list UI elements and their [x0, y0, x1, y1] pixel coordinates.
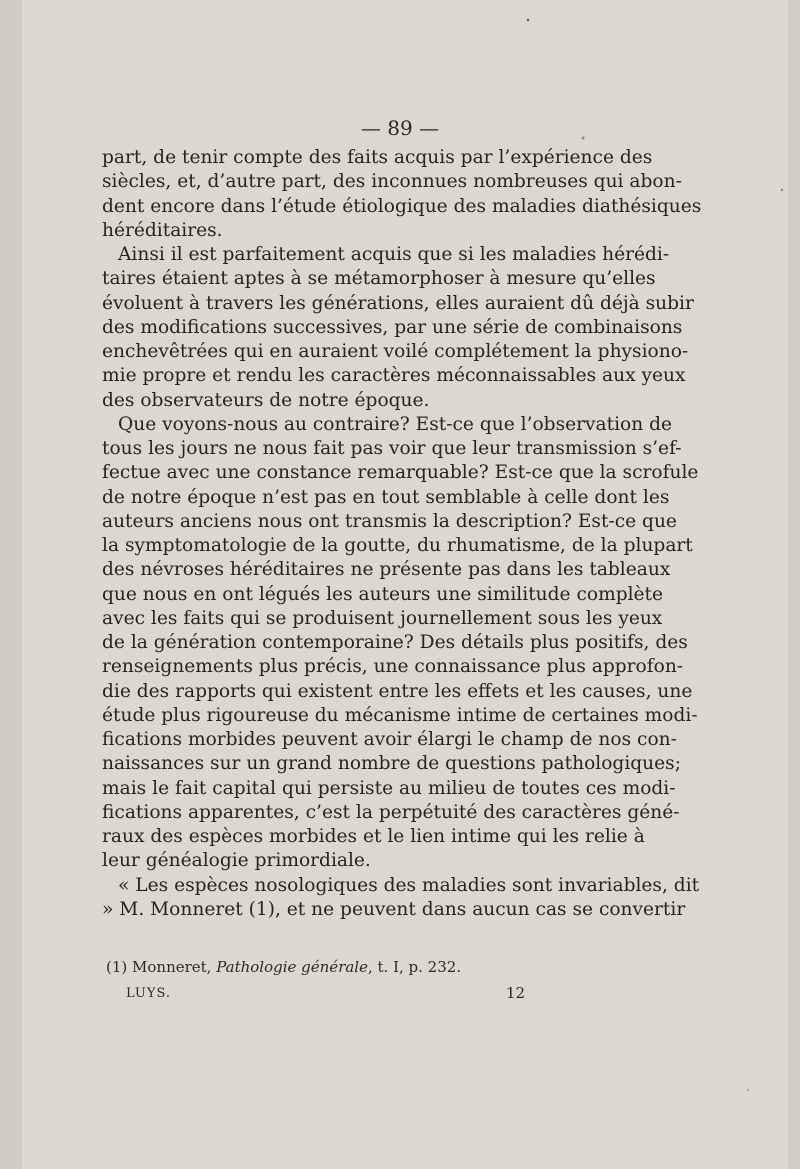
text-line: de la génération contemporaine? Des détails plus positifs, des — [102, 632, 688, 653]
text-line: leur généalogie primordiale. — [102, 850, 371, 872]
text-line: héréditaires. — [102, 219, 223, 241]
text-line: Ainsi il est parfaitement acquis que si les maladies hérédi- — [118, 244, 670, 265]
text-line: la symptomatologie de la goutte, du rhumatisme, de la plupart — [102, 535, 693, 556]
text-line: auteurs anciens nous ont transmis la description? Est-ce que — [102, 510, 677, 532]
text-line: étude plus rigoureuse du mécanisme intime de certaines modi- — [102, 704, 698, 726]
text-line: des modifications successives, par une série de combinaisons — [102, 316, 683, 338]
text-line: die des rapports qui existent entre les effets et les causes, une — [102, 680, 693, 702]
text-line: évoluent à travers les générations, elles auraient dû déjà subir — [102, 292, 694, 314]
text-line: raux des espèces morbides et le lien intime qui les relie à — [102, 826, 645, 847]
text-line: » M. Monneret (1), et ne peuvent dans aucun cas se convertir — [102, 898, 686, 920]
text-line: « Les espèces nosologiques des maladies sont invariables, dit — [118, 874, 700, 896]
text-line: mais le fait capital qui persiste au milieu de toutes ces modi- — [102, 777, 676, 799]
text-line: taires étaient aptes à se métamorphoser à mesure qu’elles — [102, 268, 656, 290]
text-line: Que voyons-nous au contraire? Est-ce que l’observation de — [118, 413, 673, 435]
text-line: mie propre et rendu les caractères méconnaissables aux yeux — [102, 365, 686, 387]
text-line: part, de tenir compte des faits acquis par l’expérience des — [102, 147, 653, 168]
text-line: avec les faits qui se produisent journellement sous les yeux — [102, 607, 663, 629]
text-line: tous les jours ne nous fait pas voir que leur transmission s’ef- — [102, 438, 682, 459]
text-line: siècles, et, d’autre part, des inconnues nombreuses qui abon- — [102, 171, 682, 193]
sheet-number: 12 — [506, 984, 526, 1002]
footnote — [106, 958, 461, 976]
text-line: des observateurs de notre époque. — [102, 389, 430, 411]
text-line: fications morbides peuvent avoir élargi le champ de nos con- — [102, 729, 677, 750]
text-line: dent encore dans l’étude étiologique des maladies diathésiques — [102, 195, 702, 217]
text-line: naissances sur un grand nombre de questions pathologiques; — [102, 753, 681, 775]
footnote-reference: , t. I, p. 232. — [367, 958, 462, 976]
footnote-author: (1) Monneret, — [106, 958, 217, 976]
text-line: renseignements plus précis, une connaissance plus approfon- — [102, 656, 684, 678]
footnote-title: Pathologie générale — [216, 958, 368, 976]
text-line: que nous en ont légués les auteurs une similitude complète — [102, 583, 664, 605]
text-line: fectue avec une constance remarquable? Est-ce que la scrofule — [102, 462, 699, 484]
text-line: enchevêtrées qui en auraient voilé complétement la physiono- — [102, 341, 689, 362]
text-line: fications apparentes, c’est la perpétuité des caractères géné- — [102, 801, 680, 823]
text-line: des névroses héréditaires ne présente pas dans les tableaux — [102, 559, 671, 581]
page-number: — 89 — — [360, 116, 440, 140]
signature-mark: LUYS. — [126, 986, 172, 1001]
body-text — [102, 146, 702, 922]
text-line: de notre époque n’est pas en tout semblable à celle dont les — [102, 486, 670, 508]
